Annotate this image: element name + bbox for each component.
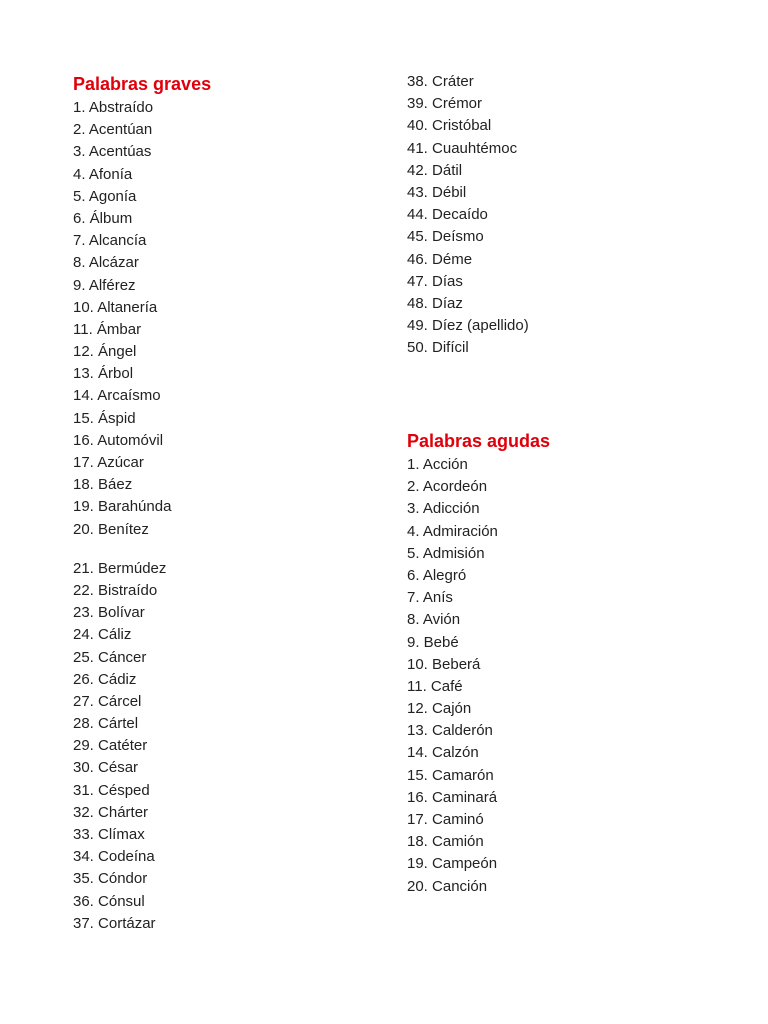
graves-word-item: 3. Acentúas: [73, 143, 152, 161]
graves-word-item: 8. Alcázar: [73, 254, 139, 272]
graves-word-item: 34. Codeína: [73, 848, 155, 866]
agudas-word-item: 10. Beberá: [407, 655, 481, 673]
graves-word-item: 25. Cáncer: [73, 648, 147, 666]
agudas-word-item: 12. Cajón: [407, 700, 472, 718]
agudas-word-item: 16. Caminará: [407, 788, 498, 806]
graves-word-item: 17. Azúcar: [73, 454, 144, 471]
graves-word-item: 46. Déme: [407, 250, 473, 268]
graves-column-right: [407, 71, 707, 359]
graves-word-item: 18. Báez: [73, 476, 133, 494]
graves-word-item: 4. Afonía: [73, 165, 133, 183]
agudas-heading: Palabras agudas: [407, 431, 551, 451]
agudas-list: [407, 454, 707, 898]
graves-word-item: 29. Catéter: [73, 737, 148, 755]
graves-word-item: 43. Débil: [407, 183, 467, 201]
graves-list-part-3: [407, 71, 707, 359]
graves-word-item: 32. Chárter: [73, 803, 149, 821]
graves-word-item: 9. Alférez: [73, 276, 136, 294]
graves-word-item: 11. Ámbar: [73, 320, 142, 338]
graves-word-item: 48. Díaz: [407, 294, 463, 312]
agudas-word-item: 4. Admiración: [407, 522, 498, 540]
agudas-word-item: 15. Camarón: [407, 766, 494, 784]
graves-column-left: [73, 71, 373, 935]
graves-word-item: 10. Altanería: [73, 298, 158, 316]
agudas-word-item: 17. Caminó: [407, 811, 484, 828]
graves-word-item: 16. Automóvil: [73, 431, 164, 449]
graves-word-item: 6. Álbum: [73, 209, 133, 227]
graves-word-item: 27. Cárcel: [73, 692, 142, 710]
graves-word-item: 44. Decaído: [407, 206, 488, 224]
agudas-word-item: 2. Acordeón: [407, 478, 488, 496]
graves-word-item: 22. Bistraído: [73, 581, 158, 599]
graves-word-item: 7. Alcancía: [73, 232, 147, 250]
graves-heading: Palabras graves: [73, 74, 212, 94]
agudas-word-item: 3. Adicción: [407, 500, 480, 518]
graves-word-item: 35. Cóndor: [73, 870, 148, 888]
agudas-word-item: 19. Campeón: [407, 855, 498, 873]
graves-word-item: 40. Cristóbal: [407, 117, 492, 135]
graves-word-item: 45. Deísmo: [407, 228, 484, 246]
graves-word-item: 38. Cráter: [407, 73, 474, 90]
graves-word-item: 14. Arcaísmo: [73, 387, 161, 405]
graves-list-part-2: [73, 558, 373, 935]
graves-word-item: 24. Cáliz: [73, 626, 132, 644]
graves-word-item: 15. Áspid: [73, 409, 136, 427]
graves-word-item: 28. Cártel: [73, 715, 139, 733]
graves-word-item: 41. Cuauhtémoc: [407, 139, 518, 157]
graves-word-item: 26. Cádiz: [73, 670, 137, 688]
graves-word-item: 36. Cónsul: [73, 892, 145, 910]
agudas-word-item: 5. Admisión: [407, 544, 485, 562]
agudas-word-item: 9. Bebé: [407, 633, 459, 651]
graves-word-item: 47. Días: [407, 272, 463, 290]
agudas-word-item: 18. Camión: [407, 833, 484, 851]
graves-word-item: 30. César: [73, 759, 139, 777]
graves-word-item: 42. Dátil: [407, 161, 463, 179]
graves-word-item: 49. Díez (apellido): [407, 317, 529, 335]
graves-word-item: 1. Abstraído: [73, 99, 154, 116]
agudas-column: [407, 428, 707, 898]
agudas-word-item: 20. Canción: [407, 877, 488, 895]
graves-word-item: 21. Bermúdez: [73, 559, 167, 577]
graves-word-item: 39. Crémor: [407, 95, 483, 113]
graves-word-item: 2. Acentúan: [73, 121, 153, 139]
agudas-word-item: 6. Alegró: [407, 566, 467, 584]
graves-word-item: 33. Clímax: [73, 826, 145, 843]
spacer: [73, 541, 373, 558]
agudas-word-item: 11. Café: [407, 677, 463, 695]
graves-word-item: 12. Ángel: [73, 343, 137, 361]
graves-list-part-1: [73, 97, 373, 541]
graves-word-item: 20. Benítez: [73, 520, 149, 538]
graves-word-item: 50. Difícil: [407, 339, 469, 357]
agudas-word-item: 1. Acción: [407, 456, 468, 473]
graves-word-item: 5. Agonía: [73, 187, 137, 205]
graves-word-item: 31. Césped: [73, 781, 150, 799]
agudas-word-item: 7. Anís: [407, 589, 453, 607]
agudas-word-item: 8. Avión: [407, 611, 461, 629]
graves-word-item: 37. Cortázar: [73, 914, 156, 932]
agudas-word-item: 13. Calderón: [407, 722, 493, 740]
graves-word-item: 19. Barahúnda: [73, 498, 172, 516]
graves-word-item: 23. Bolívar: [73, 604, 145, 622]
graves-word-item: 13. Árbol: [73, 365, 134, 383]
agudas-word-item: 14. Calzón: [407, 744, 479, 762]
